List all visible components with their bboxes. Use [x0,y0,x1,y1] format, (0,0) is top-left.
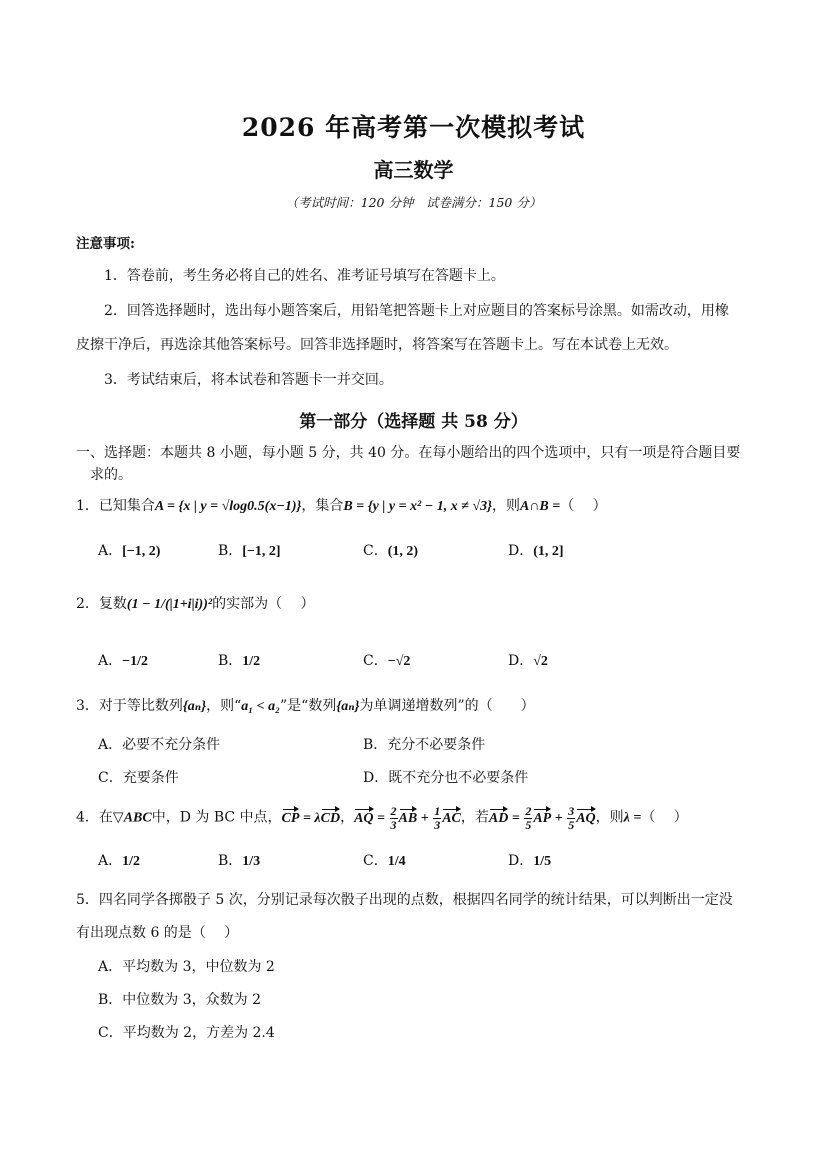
q4-text-2: ，若 [460,809,489,826]
q1-prefix: 1．已知集合 [76,498,155,514]
q1-paren: （ ） [560,498,607,514]
section-intro-line-1: 一、选择题：本题共 8 小题，每小题 5 分，共 40 分。在每小题给出的四个选项中，只有一项是符合题目要 [76,445,741,461]
q2-expression: (1 − 1/(|1+i|i))² [126,597,213,612]
q2-prefix: 2．复数 [76,596,127,612]
q3-option-b: B．充分不必要条件 [363,737,486,753]
q1-suffix: ，则 [491,498,520,514]
q4-paren: （ ） [641,809,688,826]
q4-ask: λ = [623,810,642,826]
section-heading: 第一部分（选择题 共 58 分） [299,412,528,432]
q4-vector-aq: AQ = $\frac{2}{3}$ AB + $\frac{1}{3}$ AC [354,804,461,832]
section-intro-line-2: 求的。 [90,467,132,483]
q1-option-a: A．[−1, 2) [98,543,161,559]
notice-item-2-line-2: 皮擦干净后，再选涂其他答案标号。回答非选择题时，将答案写在答题卡上。写在本试卷上无效。 [76,337,678,353]
notice-item-2-line-1: 2．回答选择题时，选出每小题答案后，用铅笔把答题卡上对应题目的答案标号涂黑。如需改动，用橡 [104,303,729,319]
q4-text-1: 中，D 为 BC 中点， [151,809,282,826]
q5-option-b: B．中位数为 3，众数为 2 [98,992,262,1008]
q1-option-d: D．(1, 2] [508,543,564,559]
q3-condition: a₁ < a₂ [241,699,281,714]
q2-option-c: C．−√2 [363,653,411,669]
q2-option-b: B．1/2 [218,653,261,669]
q3-option-c: C．充要条件 [98,770,179,786]
q1-ask: A∩B = [519,499,561,514]
notice-item-3: 3．考试结束后，将本试卷和答题卡一并交回。 [104,372,393,388]
q4-option-b: B．1/3 [218,853,261,869]
question-3 [76,695,535,715]
q3-sequence: {aₙ} [182,699,207,714]
q5-option-c: C．平均数为 2，方差为 2.4 [98,1025,275,1041]
q4-text-3: ，则 [595,809,624,826]
question-5-line-2: 有出现点数 6 的是（ ） [76,925,239,941]
notice-item-1: 1．答卷前，考生务必将自己的姓名、准考证号填写在答题卡上。 [104,268,505,284]
q4-vector-ad: AD = $\frac{2}{5}$ AP + $\frac{3}{5}$ AQ [488,804,596,832]
q4-triangle: ▽ABC [112,810,152,826]
q1-option-b: B．[−1, 2] [218,543,281,559]
q3-cond-c: 为单调递增数列”的（ ） [359,698,535,714]
q1-set-a: A = {x | y = √log0.5(x−1)} [154,499,302,514]
question-1 [76,495,607,515]
q3-option-d: D．既不充分也不必要条件 [363,770,529,786]
q4-vector-cp: CP = λCD [281,810,341,826]
exam-timing: （考试时间：120 分钟 试卷满分：150 分） [285,195,542,210]
q3-sequence-2: {aₙ} [336,699,360,714]
exam-subject: 高三数学 [373,158,454,182]
q1-set-b: B = {y | y = x² − 1, x ≠ √3} [343,499,492,514]
q3-cond-b: ”是“数列 [280,698,337,714]
notice-heading: 注意事项: [76,236,135,252]
question-4: 4．在▽ABC中，D 为 BC 中点，CP = λCD，AQ = $\frac{2}{3}$ AB + $\frac{1}{3}$ AC，若AD = $\frac{2}{5}$ AP + $\frac{3}{5}$ AQ，则λ =（ ） [76,804,688,832]
q4-prefix: 4．在 [76,809,113,826]
q4-option-d: D．1/5 [508,853,552,869]
q4-option-a: A．1/2 [98,853,141,869]
q3-cond-a: ，则“ [206,698,242,714]
q2-option-d: D．√2 [508,653,548,669]
q2-suffix: 的实部为（ ） [212,596,315,612]
q3-prefix: 3．对于等比数列 [76,698,183,714]
q4-option-c: C．1/4 [363,853,406,869]
q5-option-a: A．平均数为 3，中位数为 2 [98,959,275,975]
q2-option-a: A．−1/2 [98,653,148,669]
exam-title: 2026 年高考第一次模拟考试 [241,113,586,142]
q3-option-a: A．必要不充分条件 [98,737,221,753]
question-2 [76,593,315,613]
q1-mid: ，集合 [301,498,344,514]
question-5-line-1: 5．四名同学各掷骰子 5 次，分别记录每次骰子出现的点数，根据四名同学的统计结果，可以判断出一定没 [76,892,733,908]
q1-option-c: C．(1, 2) [363,543,419,559]
